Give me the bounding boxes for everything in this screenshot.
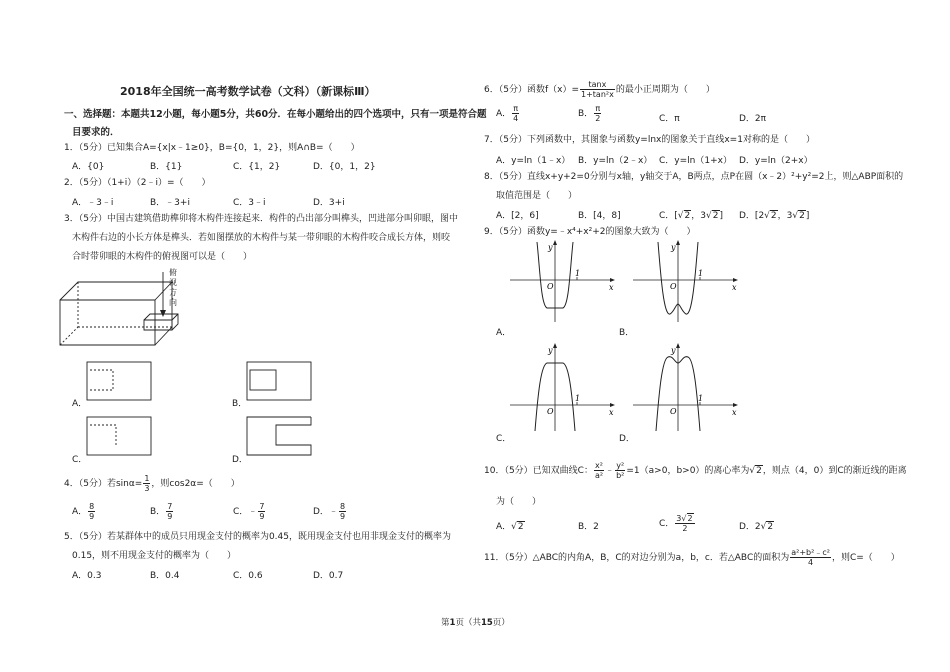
q7-stem: 7．（5分）下列函数中，其图象与函数y=lnx的图象关于直线x=1对称的是（ ）	[484, 135, 815, 145]
svg-text:O: O	[547, 282, 554, 291]
q6-option-c[interactable]: C．π	[659, 114, 680, 124]
q6-stem: 6．（5分）函数f（x）= $\frac{\tan x}{\text{1+tan²x}}$ 的最小正周期为（ ）	[484, 80, 715, 99]
q3-option-d[interactable]: D．	[232, 455, 248, 465]
svg-text:O: O	[670, 282, 677, 291]
q9-graph-c[interactable]	[505, 343, 615, 433]
q8-option-a[interactable]: A．[2，6]	[496, 211, 539, 221]
svg-text:y: y	[548, 243, 553, 252]
q8-line1: 8．（5分）直线x+y+2=0分别与x轴，y轴交于A，B两点，点P在圆（x﹣2）²+y²=2上，则△ABP面积的	[484, 172, 904, 182]
page-footer: 第1页（共15页）	[441, 618, 510, 628]
q1-option-b[interactable]: B．{1}	[150, 162, 183, 172]
svg-text:x: x	[732, 408, 737, 417]
q4-option-c[interactable]: C．﹣ $\frac{7}{9}$	[233, 502, 265, 521]
q10-option-d[interactable]: D．2√2	[739, 522, 774, 532]
q10-option-c[interactable]: C． $\frac{3√2}{2}$	[659, 514, 693, 533]
q6-option-d[interactable]: D．2π	[739, 114, 767, 124]
section-header-line1: 一、选择题：本题共12小题，每小题5分，共60分．在每小题给出的四个选项中，只有一项是符合题	[64, 109, 487, 120]
q9-option-c[interactable]: C．	[496, 434, 512, 444]
view-direction-label: 俯 视 方 向	[169, 268, 177, 307]
section-header-line2: 目要求的．	[72, 127, 120, 138]
q3-option-a-view[interactable]	[85, 360, 155, 405]
q10-option-b[interactable]: B．2	[578, 522, 599, 532]
svg-text:1: 1	[698, 269, 704, 278]
q4-option-d[interactable]: D．﹣ $\frac{8}{9}$	[313, 502, 346, 521]
q6-option-a[interactable]: A． $\frac{\pi}{4}$	[496, 104, 519, 123]
q3-line1: 3．（5分）中国古建筑借助榫卯将木构件连接起来．构件的凸出部分叫榫头，凹进部分叫卯眼，图中	[64, 214, 458, 224]
q8-option-d[interactable]: D．[2√2，3√2]	[739, 211, 810, 221]
svg-text:x: x	[609, 283, 614, 292]
q2-option-d[interactable]: D．3+i	[313, 198, 345, 208]
q9-graph-d[interactable]	[628, 343, 738, 433]
q5-option-b[interactable]: B．0.4	[150, 571, 180, 581]
q8-option-b[interactable]: B．[4，8]	[578, 211, 621, 221]
q2-stem: 2．（5分）（1+i）（2﹣i）=（ ）	[64, 178, 211, 188]
q11-stem: 11．（5分）△ABC的内角A，B，C的对边分别为a，b，c．若△ABC的面积为 $\frac{\text{a²+b²﹣c²}}{4}$ ，则C=（ ）	[484, 548, 900, 567]
q10-option-a[interactable]: A．√2	[496, 522, 524, 532]
svg-text:x: x	[609, 408, 614, 417]
svg-text:y: y	[671, 346, 676, 355]
q9-graph-a[interactable]	[505, 240, 615, 325]
page-title: 2018年全国统一高考数学试卷（文科）（新课标Ⅲ）	[120, 85, 376, 98]
q3-option-b[interactable]: B．	[232, 399, 248, 409]
q5-line2: 0.15，则不用现金支付的概率为（ ）	[72, 551, 237, 561]
svg-text:1: 1	[575, 269, 581, 278]
q9-option-b[interactable]: B．	[619, 328, 635, 338]
q4-option-a[interactable]: A． $\frac{8}{9}$	[72, 502, 95, 521]
q7-option-c[interactable]: C．y=ln（1+x）	[659, 156, 732, 166]
q3-option-c-view[interactable]	[85, 415, 155, 460]
q3-line3: 合时带卯眼的木构件的俯视图可以是（ ）	[72, 252, 253, 262]
q7-option-b[interactable]: B．y=ln（2﹣x）	[578, 156, 653, 166]
svg-text:1: 1	[575, 394, 581, 403]
q4-option-b[interactable]: B． $\frac{7}{9}$	[150, 502, 173, 521]
q3-option-c[interactable]: C．	[72, 455, 88, 465]
q2-option-c[interactable]: C．3﹣i	[233, 198, 266, 208]
q5-option-a[interactable]: A．0.3	[72, 571, 102, 581]
q6-option-b[interactable]: B． $\frac{\pi}{2}$	[578, 104, 601, 123]
q3-option-a[interactable]: A．	[72, 399, 88, 409]
q9-option-d[interactable]: D．	[619, 434, 635, 444]
q1-option-a[interactable]: A．{0}	[72, 162, 105, 172]
q4-stem: 4．（5分）若sinα= $\frac{1}{3}$ ，则cos2α=（ ）	[64, 474, 240, 493]
q3-line2: 木构件右边的小长方体是榫头．若如图摆放的木构件与某一带卯眼的木构件咬合成长方体，则咬	[72, 233, 451, 243]
q5-option-d[interactable]: D．0.7	[313, 571, 344, 581]
svg-text:y: y	[548, 346, 553, 355]
q5-line1: 5．（5分）若某群体中的成员只用现金支付的概率为0.45，既用现金支付也用非现金支付的概率为	[64, 532, 451, 542]
q10-line2: 为（ ）	[496, 497, 542, 507]
q3-option-b-view[interactable]	[245, 360, 315, 405]
q5-option-c[interactable]: C．0.6	[233, 571, 263, 581]
q1-stem: 1．（5分）已知集合A={x|x﹣1≥0}，B={0，1，2}，则A∩B=（ ）	[64, 143, 360, 153]
q8-line2: 取值范围是（ ）	[496, 191, 578, 201]
q9-graph-b[interactable]	[628, 240, 738, 325]
q7-option-a[interactable]: A．y=ln（1﹣x）	[496, 156, 571, 166]
q1-option-d[interactable]: D．{0，1，2}	[313, 162, 376, 172]
svg-text:x: x	[732, 283, 737, 292]
svg-text:1: 1	[698, 394, 704, 403]
q10-stem: 10．（5分）已知双曲线C： $\frac{\text{x²}}{\text{a²}}$ ﹣ $\frac{\text{y²}}{\text{b²}}$ =1（a>0，b>0）的离心率为√2，则点（4，0）到C的渐近线的距离	[484, 461, 907, 480]
q9-option-a[interactable]: A．	[496, 328, 512, 338]
q3-option-d-view[interactable]	[245, 415, 315, 460]
q1-option-c[interactable]: C．{1，2}	[233, 162, 281, 172]
svg-text:O: O	[547, 407, 554, 416]
q8-option-c[interactable]: C．[√2，3√2]	[659, 211, 724, 221]
q9-stem: 9．（5分）函数y=﹣x⁴+x²+2的图象大致为（ ）	[484, 227, 696, 237]
q7-option-d[interactable]: D．y=ln（2+x）	[739, 156, 813, 166]
svg-text:O: O	[670, 407, 677, 416]
q2-option-a[interactable]: A．﹣3﹣i	[72, 198, 114, 208]
q2-option-b[interactable]: B．﹣3+i	[150, 198, 190, 208]
svg-text:y: y	[671, 243, 676, 252]
